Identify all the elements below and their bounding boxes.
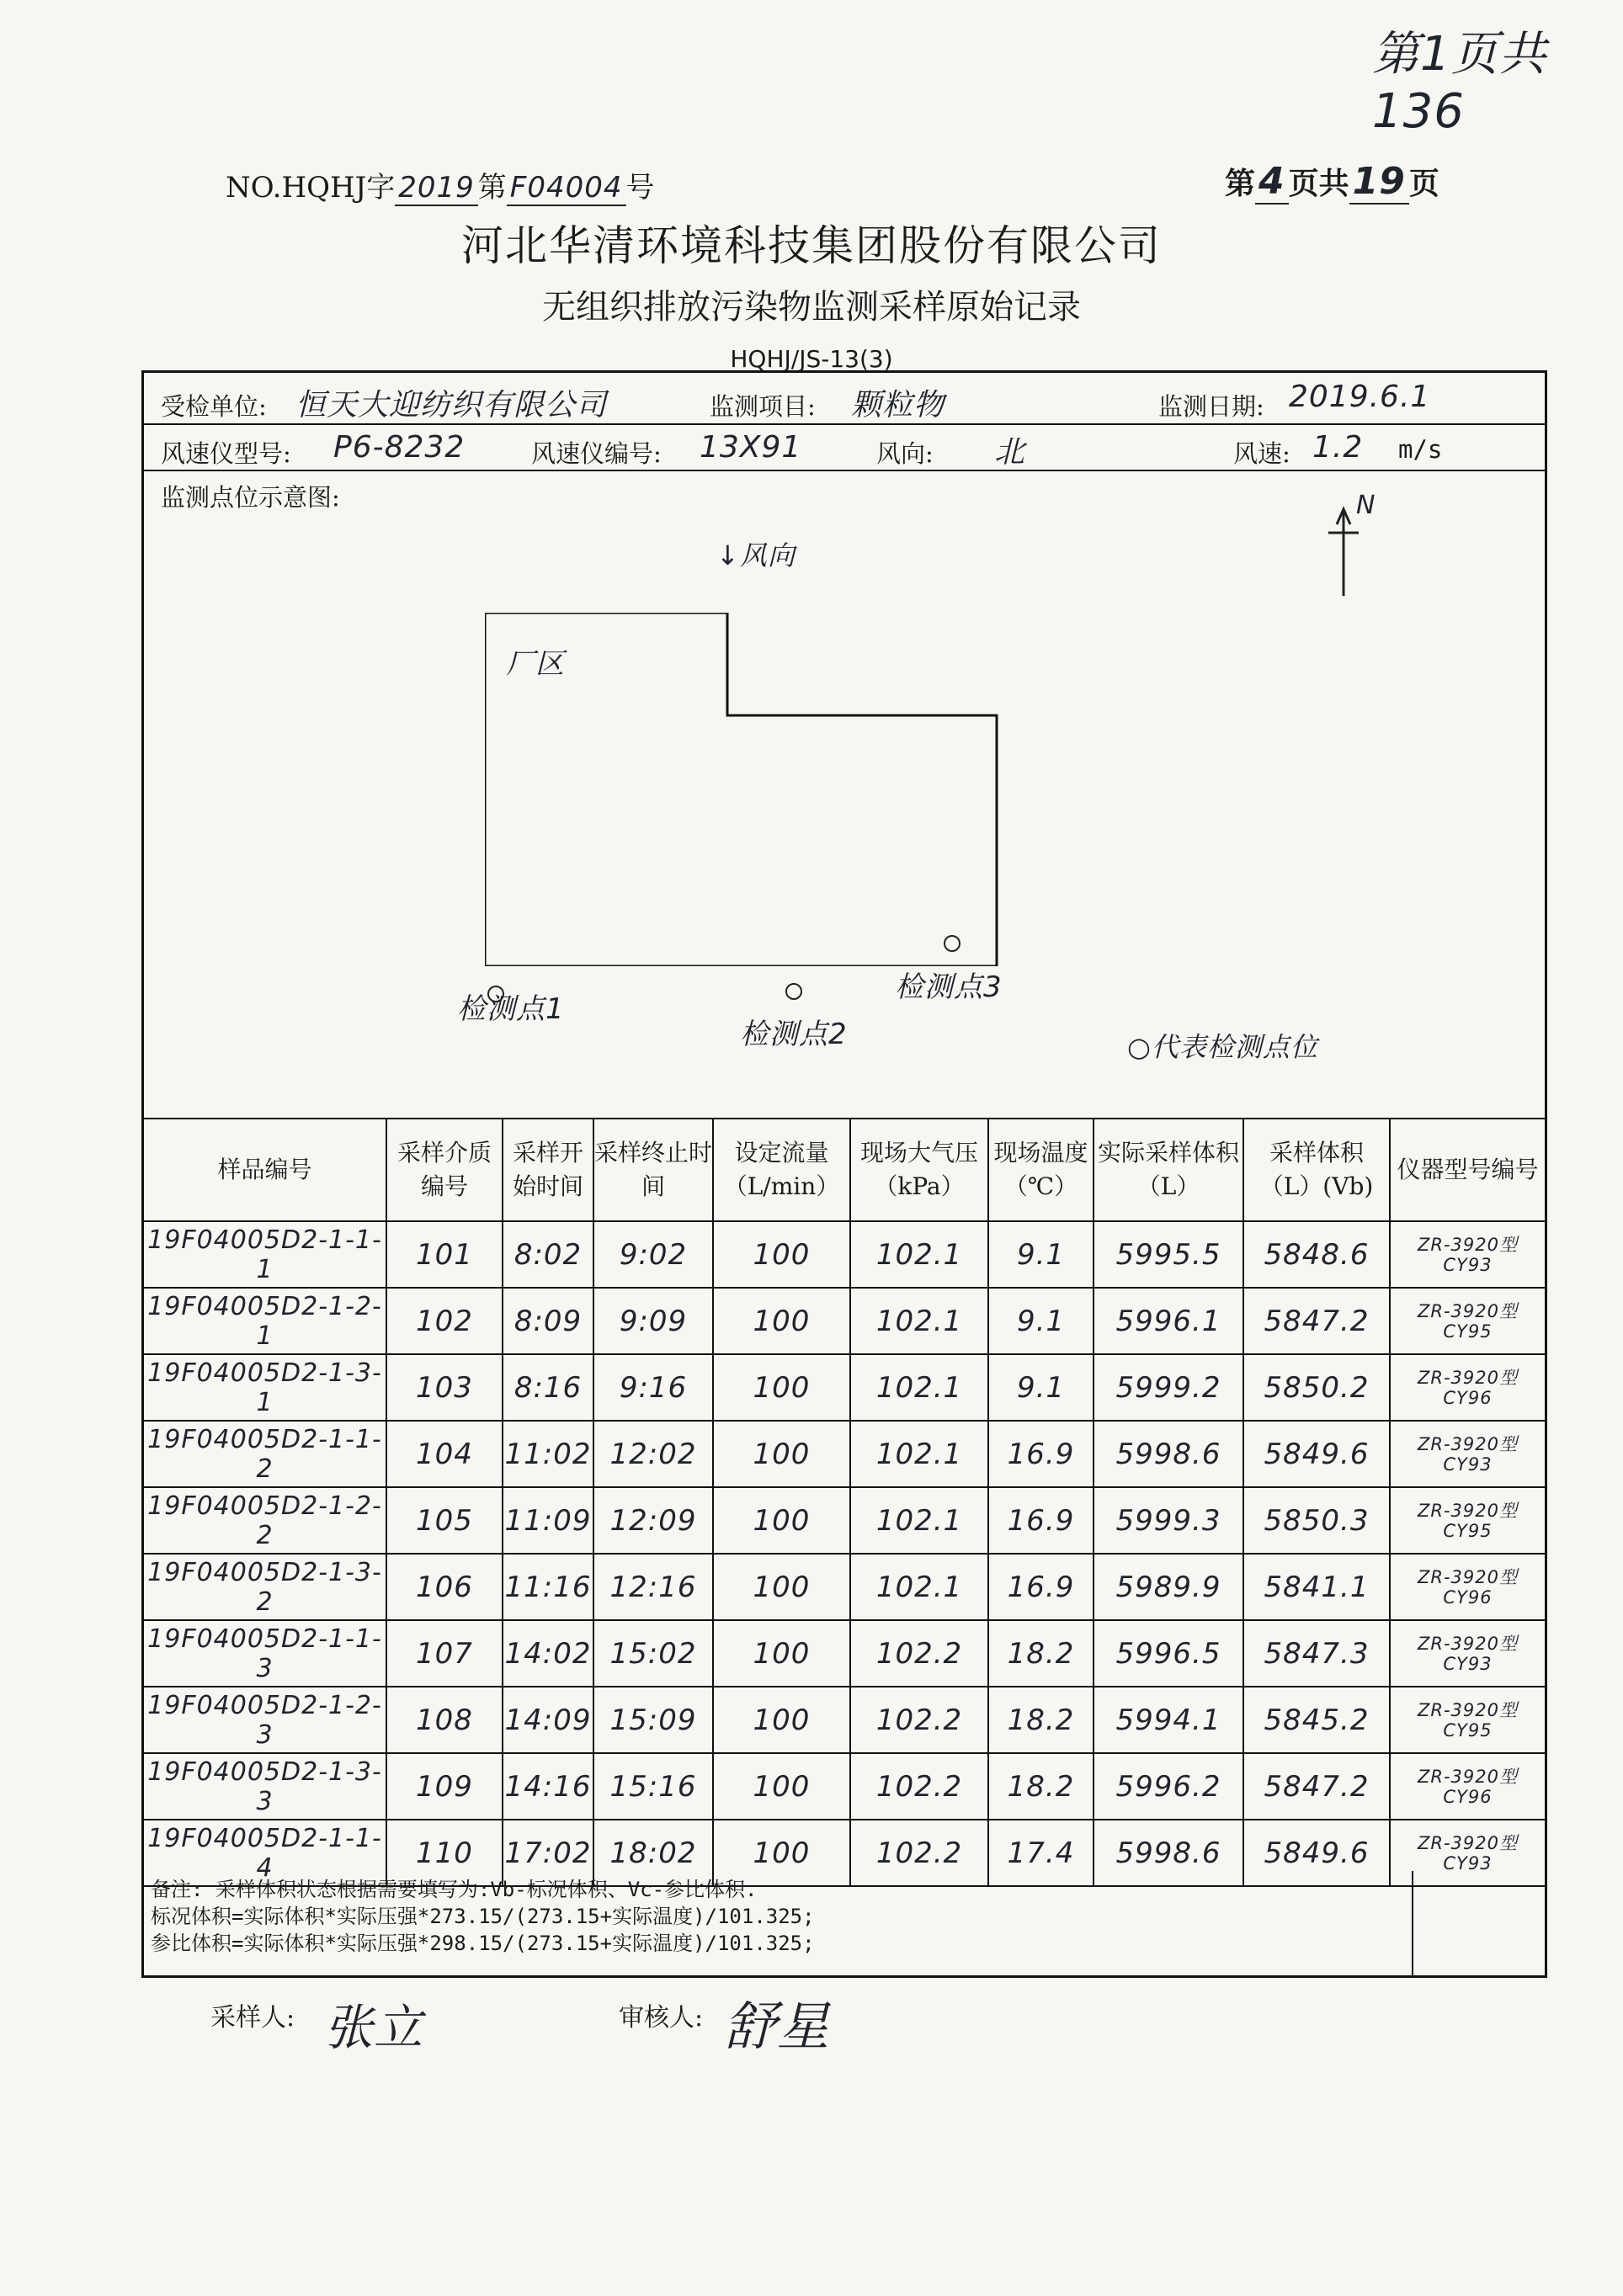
cell-actual-volume: 5995.5	[1094, 1221, 1243, 1288]
cell-medium: 110	[386, 1820, 503, 1886]
doc-mid: 第	[477, 171, 507, 205]
monitoring-point-3-label: 检测点3	[895, 970, 1003, 1004]
table-row	[144, 1354, 1545, 1421]
table-header-row	[144, 1119, 1545, 1221]
cell-sample-id: 19F04005D2-1-1-4	[144, 1820, 386, 1886]
cell-standard-volume: 5847.3	[1243, 1620, 1390, 1687]
cell-end: 12:16	[593, 1554, 713, 1620]
cell-sample-id: 19F04005D2-1-3-2	[144, 1554, 386, 1620]
cell-temp: 9.1	[988, 1354, 1094, 1421]
table-row	[144, 1620, 1545, 1687]
cell-start: 8:02	[503, 1221, 593, 1288]
diagram-label: 监测点位示意图:	[161, 483, 340, 512]
cell-instrument: ZR-3920型 CY96	[1390, 1354, 1545, 1421]
sampler-signature: 张立	[324, 1999, 424, 2056]
diagram-legend: ○代表检测点位	[1127, 1031, 1318, 1063]
cell-pressure: 102.1	[850, 1288, 988, 1354]
anemometer-id-value: 13X91	[700, 430, 802, 465]
cell-start: 14:09	[503, 1687, 593, 1753]
cell-standard-volume: 5850.2	[1243, 1354, 1390, 1421]
header-medium-id: 采样介质编号	[386, 1119, 503, 1221]
cell-standard-volume: 5845.2	[1243, 1687, 1390, 1753]
document-number	[226, 164, 655, 205]
wind-speed-label: 风速:	[1233, 439, 1290, 468]
cell-pressure: 102.1	[850, 1354, 988, 1421]
wind-speed-unit: m/s	[1398, 435, 1443, 464]
cell-pressure: 102.1	[850, 1221, 988, 1288]
page-current: 4	[1255, 160, 1289, 205]
doc-prefix: NO.HQHJ字	[226, 171, 396, 205]
page-mid: 页共	[1288, 166, 1349, 201]
cell-standard-volume: 5847.2	[1243, 1288, 1390, 1354]
cell-flow: 100	[713, 1288, 850, 1354]
unit-value: 恒天大迎纺织有限公司	[295, 388, 608, 423]
cell-temp: 16.9	[988, 1421, 1094, 1487]
cell-flow: 100	[713, 1620, 850, 1687]
cell-temp: 18.2	[988, 1753, 1094, 1820]
cell-temp: 18.2	[988, 1620, 1094, 1687]
wind-direction-arrow: ↓风向	[716, 539, 796, 571]
cell-instrument: ZR-3920型 CY96	[1390, 1753, 1545, 1820]
cell-instrument: ZR-3920型 CY93	[1390, 1620, 1545, 1687]
page-info	[1225, 160, 1439, 203]
monitoring-point-3-icon	[944, 935, 960, 952]
anemometer-model-label: 风速仪型号:	[161, 439, 291, 468]
cell-end: 9:09	[593, 1288, 713, 1354]
cell-actual-volume: 5998.6	[1094, 1820, 1243, 1886]
cell-instrument: ZR-3920型 CY96	[1390, 1554, 1545, 1620]
cell-pressure: 102.1	[850, 1421, 988, 1487]
header-standard-volume: 采样体积（L）(Vb)	[1243, 1119, 1390, 1221]
page-suffix: 页	[1408, 166, 1439, 201]
cell-standard-volume: 5849.6	[1243, 1820, 1390, 1886]
cell-start: 14:16	[503, 1753, 593, 1820]
cell-sample-id: 19F04005D2-1-3-3	[144, 1753, 386, 1820]
cell-end: 12:09	[593, 1487, 713, 1554]
reviewer-signature: 舒星	[724, 1996, 831, 2057]
cell-standard-volume: 5841.1	[1243, 1554, 1390, 1620]
header-actual-volume: 实际采样体积（L）	[1094, 1119, 1243, 1221]
cell-instrument: ZR-3920型 CY95	[1390, 1288, 1545, 1354]
sample-table	[144, 1118, 1545, 1887]
header-instrument: 仪器型号编号	[1390, 1119, 1545, 1221]
cell-standard-volume: 5850.3	[1243, 1487, 1390, 1554]
north-label: N	[1356, 491, 1376, 520]
cell-end: 12:02	[593, 1421, 713, 1487]
cell-actual-volume: 5996.5	[1094, 1620, 1243, 1687]
table-row	[144, 1687, 1545, 1753]
cell-pressure: 102.2	[850, 1687, 988, 1753]
date-value: 2019.6.1	[1289, 380, 1431, 414]
form-title: 无组织排放污染物监测采样原始记录	[542, 288, 1081, 327]
table-row	[144, 1221, 1545, 1288]
cell-medium: 108	[386, 1687, 503, 1753]
cell-end: 15:09	[593, 1687, 713, 1753]
wind-speed-value: 1.2	[1312, 430, 1364, 465]
company-name: 河北华清环境科技集团股份有限公司	[461, 221, 1162, 270]
cell-start: 11:09	[503, 1487, 593, 1554]
sampler-label: 采样人:	[210, 2003, 295, 2033]
item-value: 颗粒物	[851, 388, 945, 423]
cell-medium: 109	[386, 1753, 503, 1820]
corner-page-mark: 第1页共136	[1372, 27, 1547, 139]
remark-line: 标况体积=实际体积*实际压强*273.15/(273.15+实际温度)/101.325;	[151, 1905, 815, 1928]
table-row	[144, 1753, 1545, 1820]
remarks	[144, 1871, 1413, 1975]
table-row	[144, 1288, 1545, 1354]
header-start-time: 采样开始时间	[503, 1119, 593, 1221]
remark-line: 备注: 采样体积状态根据需要填写为:Vb-标况体积、Vc-参比体积.	[151, 1878, 758, 1901]
cell-instrument: ZR-3920型 CY93	[1390, 1221, 1545, 1288]
cell-temp: 9.1	[988, 1221, 1094, 1288]
cell-flow: 100	[713, 1753, 850, 1820]
cell-start: 11:02	[503, 1421, 593, 1487]
cell-temp: 18.2	[988, 1687, 1094, 1753]
unit-label: 受检单位:	[161, 392, 267, 421]
cell-flow: 100	[713, 1354, 850, 1421]
cell-pressure: 102.1	[850, 1554, 988, 1620]
cell-flow: 100	[713, 1820, 850, 1886]
header-end-time: 采样终止时间	[593, 1119, 713, 1221]
item-label: 监测项目:	[710, 392, 816, 421]
table-row	[144, 1487, 1545, 1554]
table-row	[144, 1421, 1545, 1487]
cell-actual-volume: 5989.9	[1094, 1554, 1243, 1620]
cell-sample-id: 19F04005D2-1-2-2	[144, 1487, 386, 1554]
cell-start: 14:02	[503, 1620, 593, 1687]
remark-line: 参比体积=实际体积*实际压强*298.15/(273.15+实际温度)/101.325;	[151, 1932, 815, 1955]
header-temperature: 现场温度（℃）	[988, 1119, 1094, 1221]
page-prefix: 第	[1225, 166, 1256, 201]
monitoring-point-1-label: 检测点1	[457, 992, 565, 1026]
cell-sample-id: 19F04005D2-1-1-2	[144, 1421, 386, 1487]
cell-instrument: ZR-3920型 CY93	[1390, 1421, 1545, 1487]
wind-direction-label: 风向:	[876, 439, 934, 468]
cell-sample-id: 19F04005D2-1-2-1	[144, 1288, 386, 1354]
cell-actual-volume: 5996.2	[1094, 1753, 1243, 1820]
cell-medium: 104	[386, 1421, 503, 1487]
cell-flow: 100	[713, 1421, 850, 1487]
doc-suffix: 号	[625, 171, 655, 205]
cell-temp: 9.1	[988, 1288, 1094, 1354]
cell-flow: 100	[713, 1687, 850, 1753]
cell-medium: 102	[386, 1288, 503, 1354]
monitoring-point-2-label: 检测点2	[740, 1018, 848, 1051]
form-code: HQHJ/JS-13(3)	[730, 345, 893, 373]
cell-flow: 100	[713, 1487, 850, 1554]
cell-standard-volume: 5849.6	[1243, 1421, 1390, 1487]
cell-temp: 17.4	[988, 1820, 1094, 1886]
header-flow: 设定流量（L/min）	[713, 1119, 850, 1221]
cell-instrument: ZR-3920型 CY95	[1390, 1487, 1545, 1554]
cell-pressure: 102.2	[850, 1620, 988, 1687]
cell-start: 8:09	[503, 1288, 593, 1354]
cell-medium: 103	[386, 1354, 503, 1421]
cell-start: 8:16	[503, 1354, 593, 1421]
wind-direction-value: 北	[994, 435, 1026, 470]
reviewer-label: 审核人:	[619, 2003, 704, 2033]
cell-standard-volume: 5847.2	[1243, 1753, 1390, 1820]
date-label: 监测日期:	[1158, 392, 1264, 421]
page-total: 19	[1349, 160, 1409, 205]
cell-medium: 106	[386, 1554, 503, 1620]
cell-sample-id: 19F04005D2-1-2-3	[144, 1687, 386, 1753]
cell-flow: 100	[713, 1221, 850, 1288]
cell-pressure: 102.2	[850, 1753, 988, 1820]
cell-sample-id: 19F04005D2-1-3-1	[144, 1354, 386, 1421]
cell-actual-volume: 5999.2	[1094, 1354, 1243, 1421]
cell-start: 11:16	[503, 1554, 593, 1620]
cell-actual-volume: 5996.1	[1094, 1288, 1243, 1354]
cell-temp: 16.9	[988, 1554, 1094, 1620]
cell-sample-id: 19F04005D2-1-1-1	[144, 1221, 386, 1288]
header-sample-id: 样品编号	[144, 1119, 386, 1221]
table-row	[144, 1554, 1545, 1620]
cell-standard-volume: 5848.6	[1243, 1221, 1390, 1288]
anemometer-model-value: P6-8232	[333, 430, 466, 465]
cell-actual-volume: 5998.6	[1094, 1421, 1243, 1487]
doc-year: 2019	[395, 171, 478, 206]
cell-medium: 101	[386, 1221, 503, 1288]
cell-end: 9:02	[593, 1221, 713, 1288]
anemometer-id-label: 风速仪编号:	[531, 439, 662, 468]
cell-medium: 107	[386, 1620, 503, 1687]
cell-sample-id: 19F04005D2-1-1-3	[144, 1620, 386, 1687]
monitoring-point-2-icon	[785, 983, 802, 1000]
cell-actual-volume: 5999.3	[1094, 1487, 1243, 1554]
cell-start: 17:02	[503, 1820, 593, 1886]
cell-end: 18:02	[593, 1820, 713, 1886]
cell-pressure: 102.1	[850, 1487, 988, 1554]
cell-instrument: ZR-3920型 CY95	[1390, 1687, 1545, 1753]
cell-end: 15:02	[593, 1620, 713, 1687]
record-form	[141, 370, 1547, 1978]
cell-instrument: ZR-3920型 CY93	[1390, 1820, 1545, 1886]
header-pressure: 现场大气压（kPa）	[850, 1119, 988, 1221]
cell-medium: 105	[386, 1487, 503, 1554]
cell-end: 9:16	[593, 1354, 713, 1421]
cell-actual-volume: 5994.1	[1094, 1687, 1243, 1753]
cell-end: 15:16	[593, 1753, 713, 1820]
factory-label: 厂区	[506, 647, 565, 681]
cell-pressure: 102.2	[850, 1820, 988, 1886]
cell-temp: 16.9	[988, 1487, 1094, 1554]
doc-serial: F04004	[507, 171, 626, 206]
cell-flow: 100	[713, 1554, 850, 1620]
